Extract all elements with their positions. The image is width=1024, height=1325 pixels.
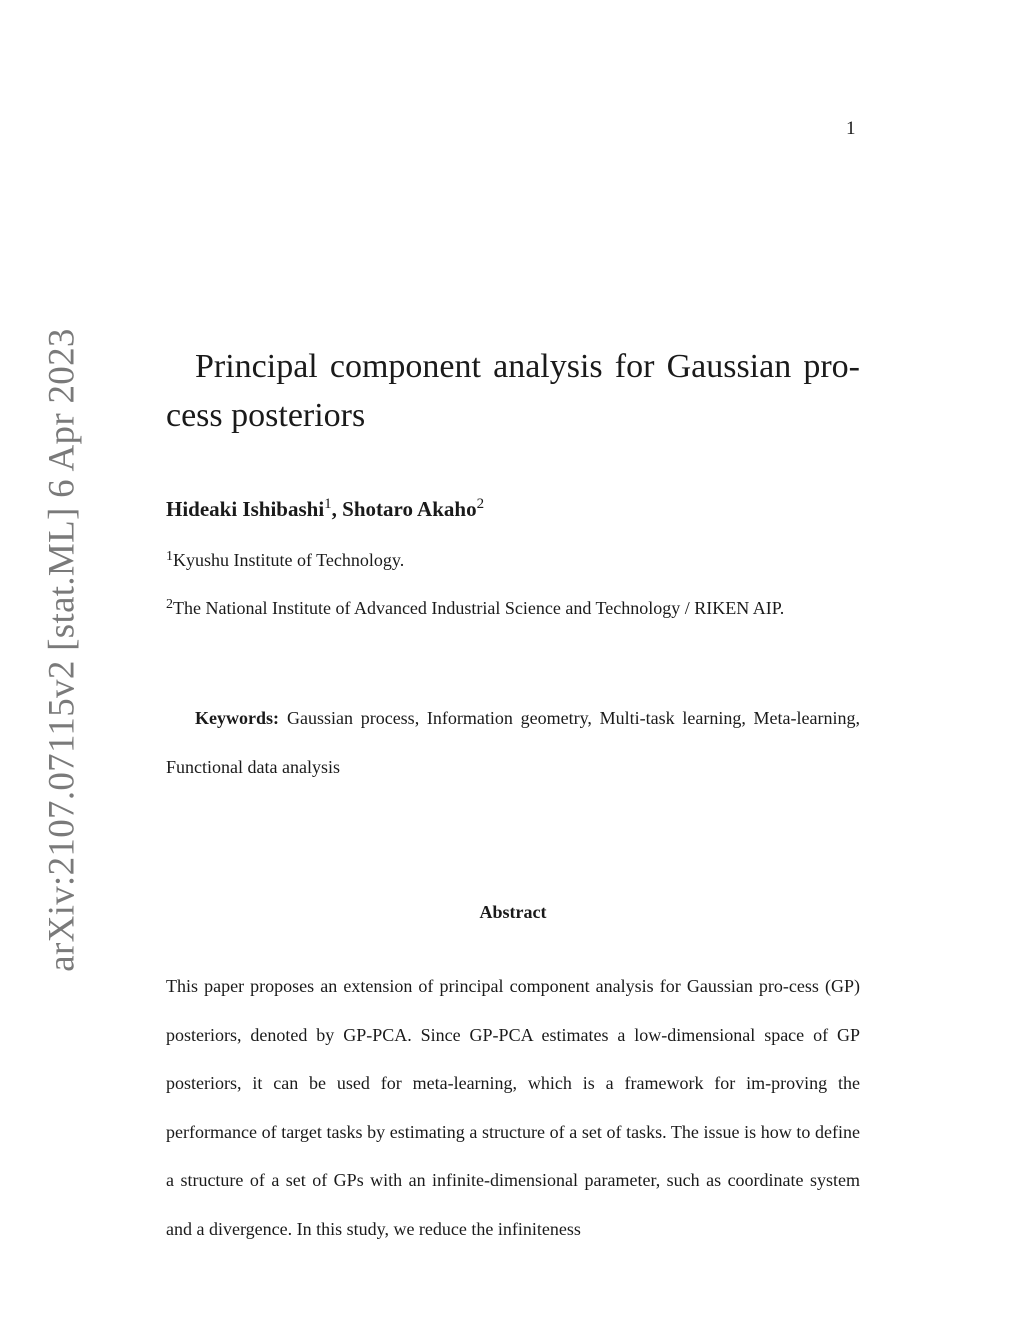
paper-title: Principal component analysis for Gaussian pro-cess posteriors xyxy=(166,348,860,434)
affiliation-text: The National Institute of Advanced Industrial Science and Technology / RIKEN AIP. xyxy=(173,598,785,618)
author-name: Shotaro Akaho xyxy=(342,497,477,521)
author-affiliation-mark: 2 xyxy=(476,496,485,512)
author-separator: , xyxy=(331,497,343,521)
affiliation-text: Kyushu Institute of Technology. xyxy=(173,550,405,570)
affiliation-mark: 2 xyxy=(166,597,173,612)
author-list xyxy=(166,496,860,522)
abstract-heading: Abstract xyxy=(479,902,547,922)
keywords-label: Keywords: xyxy=(195,708,279,728)
affiliation xyxy=(166,597,860,619)
page-number: 1 xyxy=(846,118,856,139)
abstract-body: This paper proposes an extension of principal component analysis for Gaussian pro-cess (GP) posteriors, denoted by GP-PCA. Since GP-PCA estimates a low-dimensional space of GP posteriors, it can be used for meta-learning, which is a framework for im-proving the performance of target tasks by estimating a structure of a set of tasks. The issue is how to define a structure of a set of GPs with an infinite-dimensional parameter, such as coordinate system and a divergence. In this study, we reduce the infiniteness xyxy=(166,976,860,1239)
author-name: Hideaki Ishibashi xyxy=(166,497,325,521)
keywords-text: Gaussian process, Information geometry, Multi-task learning, Meta-learning, Functional data analysis xyxy=(166,708,860,777)
arxiv-identifier-stamp[interactable]: arXiv:2107.07115v2 [stat.ML] 6 Apr 2023 xyxy=(41,328,83,972)
keywords xyxy=(166,694,860,792)
affiliation-mark: 1 xyxy=(166,549,173,564)
affiliation xyxy=(166,549,860,571)
author-affiliation-mark: 1 xyxy=(324,496,332,512)
